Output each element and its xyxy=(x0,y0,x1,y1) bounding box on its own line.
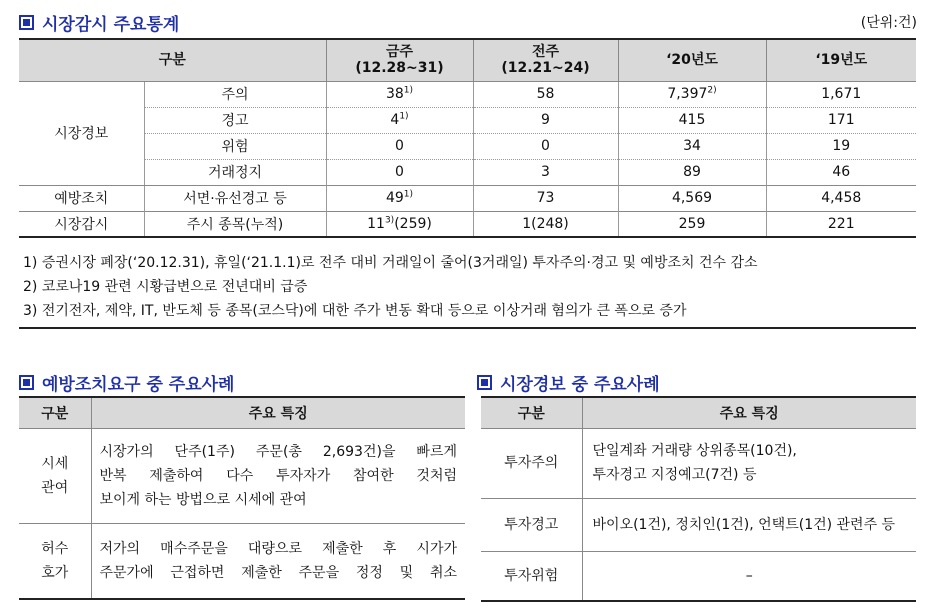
case-description: 저가의 매수주문을 대량으로 제출한 후 시가가 주문가에 근접하면 제출한 주문을 정정 및 취소 xyxy=(91,523,465,599)
alert-section-title xyxy=(477,370,660,395)
cell-last-week: 3 xyxy=(473,159,618,185)
cell-last-week: 9 xyxy=(473,107,618,133)
footnote-2: 2) 코로나19 관련 시황급변으로 전년대비 급증 xyxy=(23,279,308,295)
header-2019: ‘19년도 xyxy=(766,39,916,81)
cell-2019: 46 xyxy=(766,159,916,185)
header-feature: 주요 특징 xyxy=(91,397,465,428)
case-category: 투자주의 xyxy=(481,428,582,498)
header-2020: ‘20년도 xyxy=(618,39,766,81)
cell-this-week: 0 xyxy=(326,159,473,185)
cell-2019: 171 xyxy=(766,107,916,133)
prevention-title: 예방조치요구 중 주요사례 xyxy=(42,375,235,395)
footnote-1: 1) 증권시장 폐장(‘20.12.31), 휴일(‘21.1.1)로 전주 대비 거래일이 줄어(3거래일) 투자주의·경고 및 예방조치 건수 감소 xyxy=(23,255,758,271)
case-description: 시장가의 단주(1주) 주문(총 2,693건)을 빠르게 반복 제출하여 다수 투자자가 참여한 것처럼 보이게 하는 방법으로 시세에 관여 xyxy=(91,428,465,523)
square-bullet-icon xyxy=(19,375,34,390)
cell-last-week: 73 xyxy=(473,185,618,211)
cell-2019: 4,458 xyxy=(766,185,916,211)
table-row xyxy=(19,81,916,107)
cell-2020: 4,569 xyxy=(618,185,766,211)
square-bullet-icon xyxy=(477,375,492,390)
row-label: 경고 xyxy=(144,107,326,133)
case-category: 시세 관여 xyxy=(19,428,91,523)
row-label: 주시 종목(누적) xyxy=(144,211,326,237)
table-row xyxy=(19,159,916,185)
table-row xyxy=(481,551,916,601)
cell-2020: 89 xyxy=(618,159,766,185)
cell-2020: 7,397$^{2)}$ xyxy=(618,81,766,107)
cell-2020: 415 xyxy=(618,107,766,133)
header-this-week: 금주 (12.28~31) xyxy=(326,39,473,81)
header-category: 구분 xyxy=(19,39,326,81)
case-category: 투자위험 xyxy=(481,551,582,601)
case-category: 투자경고 xyxy=(481,498,582,551)
prevention-table xyxy=(19,396,465,600)
group-prevent: 예방조치 xyxy=(19,185,144,211)
cell-last-week: 1(248) xyxy=(473,211,618,237)
case-description: 단일계좌 거래량 상위종목(10건), 투자경고 지정예고(7건) 등 xyxy=(582,428,916,498)
row-label: 거래정지 xyxy=(144,159,326,185)
square-bullet-icon xyxy=(19,15,34,30)
footnotes xyxy=(19,248,916,329)
case-category: 허수 호가 xyxy=(19,523,91,599)
footnote-3: 3) 전기전자, 제약, IT, 반도체 등 종목(코스닥)에 대한 주가 변동 확대 등으로 이상거래 혐의가 큰 폭으로 증가 xyxy=(23,303,687,319)
table-row xyxy=(19,428,465,523)
cell-2020: 34 xyxy=(618,133,766,159)
group-monitor: 시장감시 xyxy=(19,211,144,237)
case-description: 바이오(1건), 정치인(1건), 언택트(1건) 관련주 등 xyxy=(582,498,916,551)
cell-this-week: 4$^{1)}$ xyxy=(326,107,473,133)
header-category: 구분 xyxy=(19,397,91,428)
group-market-alert: 시장경보 xyxy=(19,81,144,185)
cell-2019: 19 xyxy=(766,133,916,159)
cell-2019: 1,671 xyxy=(766,81,916,107)
table-row xyxy=(19,107,916,133)
alert-table xyxy=(481,396,916,602)
table-row xyxy=(481,498,916,551)
cell-this-week: 0 xyxy=(326,133,473,159)
header-feature: 주요 특징 xyxy=(582,397,916,428)
row-label: 주의 xyxy=(144,81,326,107)
unit-label: (단위:건) xyxy=(860,15,917,31)
stats-table xyxy=(19,38,916,238)
row-label: 서면·유선경고 등 xyxy=(144,185,326,211)
table-row xyxy=(481,428,916,498)
header-category: 구분 xyxy=(481,397,582,428)
cell-this-week: 11$^{3)}$(259) xyxy=(326,211,473,237)
cell-last-week: 58 xyxy=(473,81,618,107)
table-row xyxy=(19,185,916,211)
stats-section-title xyxy=(19,10,179,35)
cell-this-week: 38$^{1)}$ xyxy=(326,81,473,107)
cell-this-week: 49$^{1)}$ xyxy=(326,185,473,211)
case-description: – xyxy=(582,551,916,601)
cell-2020: 259 xyxy=(618,211,766,237)
header-last-week: 전주 (12.21~24) xyxy=(473,39,618,81)
alert-title: 시장경보 중 주요사례 xyxy=(500,375,660,395)
row-label: 위험 xyxy=(144,133,326,159)
stats-title: 시장감시 주요통계 xyxy=(42,15,180,35)
cell-last-week: 0 xyxy=(473,133,618,159)
prevention-section-title xyxy=(19,370,234,395)
table-row xyxy=(19,211,916,237)
table-row xyxy=(19,523,465,599)
cell-2019: 221 xyxy=(766,211,916,237)
table-row xyxy=(19,133,916,159)
